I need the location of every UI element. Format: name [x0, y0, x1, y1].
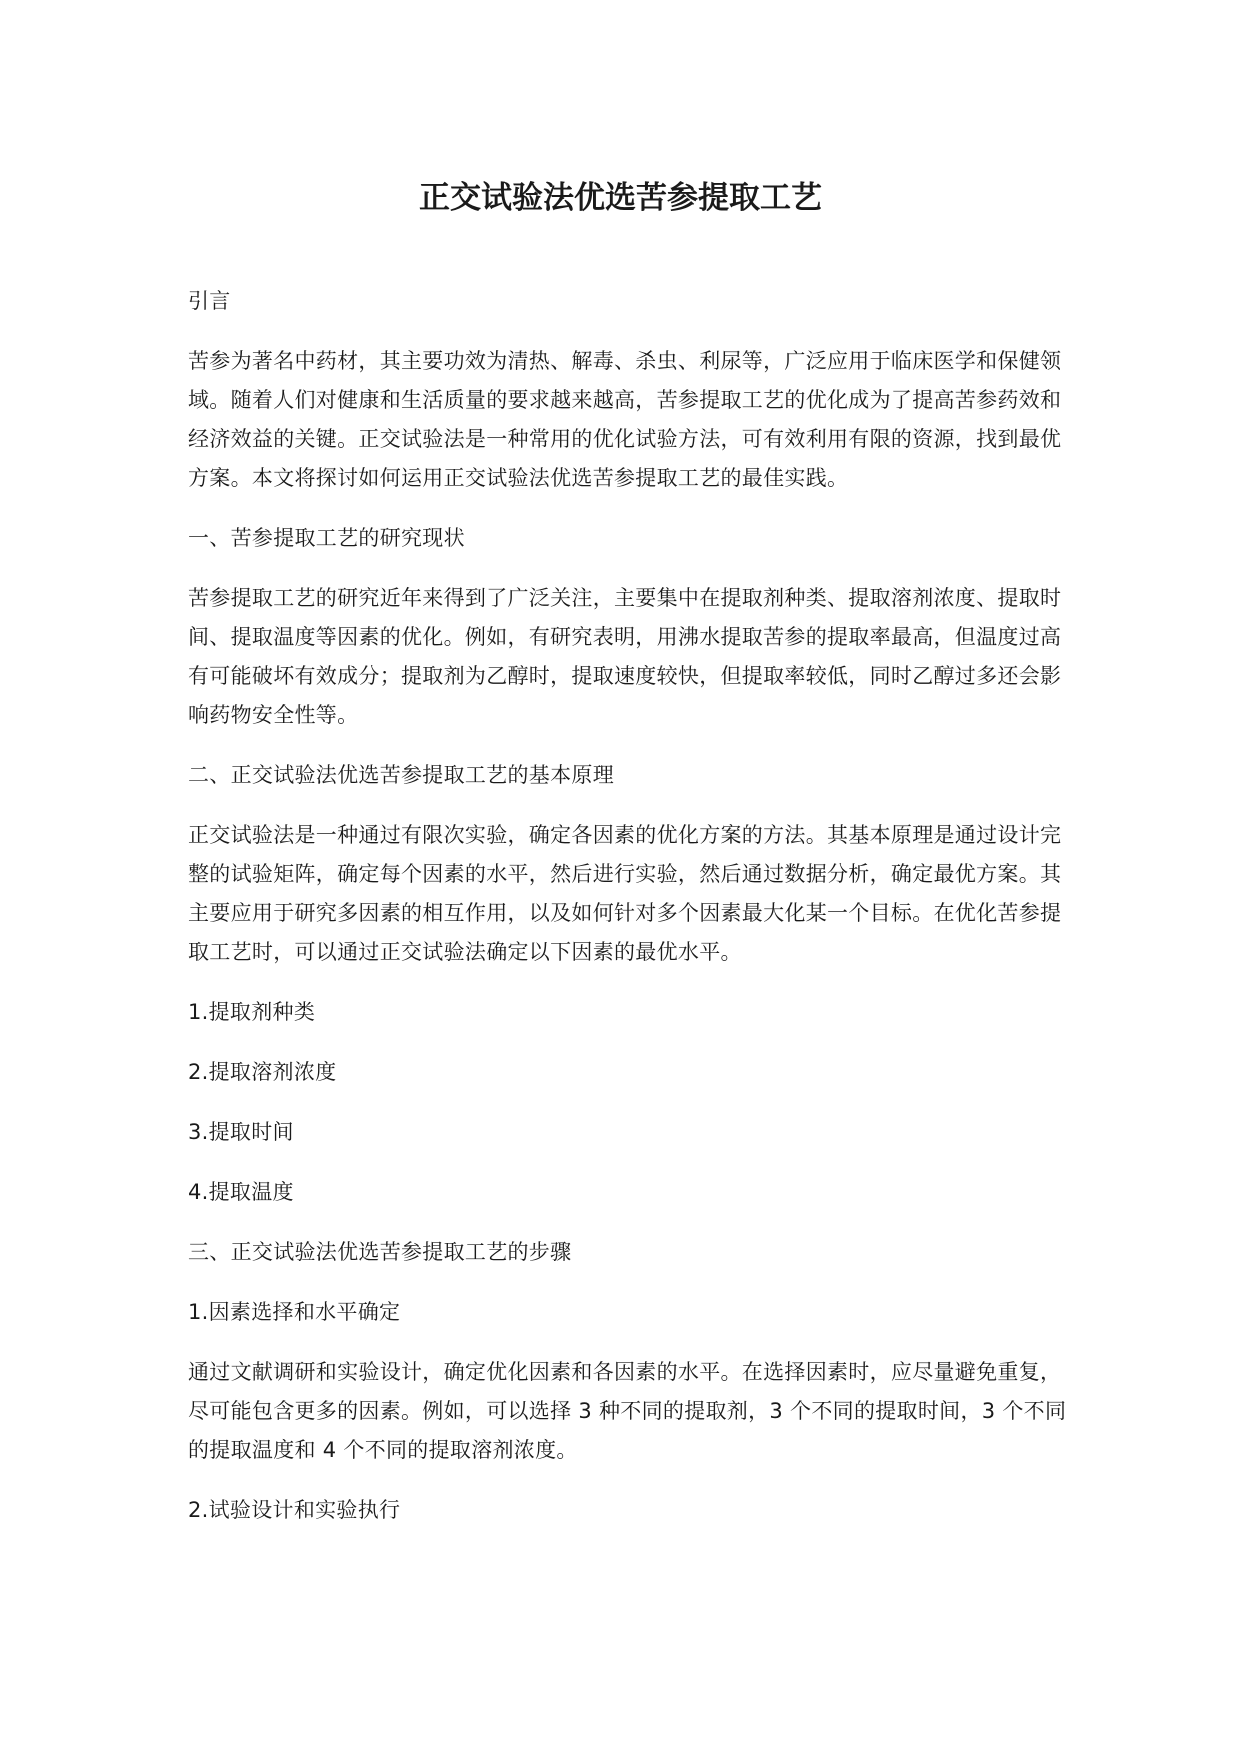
intro-paragraph: 苦参为著名中药材，其主要功效为清热、解毒、杀虫、利尿等，广泛应用于临床医学和保健领域。随着人们对健康和生活质量的要求越来越高，苦参提取工艺的优化成为了提高苦参药效和经济效益的关键。正交试验法是一种常用的优化试验方法，可有效利用有限的资源，找到最优方案。本文将探讨如何运用正交试验法优选苦参提取工艺的最佳实践。	[188, 349, 1062, 490]
factor-item-4: 4.提取温度	[188, 1180, 294, 1204]
section3-heading: 三、正交试验法优选苦参提取工艺的步骤	[188, 1240, 572, 1264]
section2-paragraph: 正交试验法是一种通过有限次实验，确定各因素的优化方案的方法。其基本原理是通过设计完整的试验矩阵，确定每个因素的水平，然后进行实验，然后通过数据分析，确定最优方案。其主要应用于研究多因素的相互作用，以及如何针对多个因素最大化某一个目标。在优化苦参提取工艺时，可以通过正交试验法确定以下因素的最优水平。	[188, 823, 1062, 964]
step1-paragraph: 通过文献调研和实验设计，确定优化因素和各因素的水平。在选择因素时，应尽量避免重复，尽可能包含更多的因素。例如，可以选择 3 种不同的提取剂，3 个不同的提取时间，3 个不同的提取温度和 4 个不同的提取溶剂浓度。	[188, 1360, 1067, 1462]
step2-heading: 2.试验设计和实验执行	[188, 1498, 401, 1522]
factor-item-3: 3.提取时间	[188, 1120, 294, 1144]
section1-paragraph: 苦参提取工艺的研究近年来得到了广泛关注，主要集中在提取剂种类、提取溶剂浓度、提取时间、提取温度等因素的优化。例如，有研究表明，用沸水提取苦参的提取率最高，但温度过高有可能破坏有效成分；提取剂为乙醇时，提取速度较快，但提取率较低，同时乙醇过多还会影响药物安全性等。	[188, 586, 1062, 727]
factor-item-1: 1.提取剂种类	[188, 1000, 316, 1024]
intro-heading: 引言	[188, 289, 231, 313]
section2-heading: 二、正交试验法优选苦参提取工艺的基本原理	[188, 763, 614, 787]
factor-item-2: 2.提取溶剂浓度	[188, 1060, 337, 1084]
document-body	[188, 282, 1068, 1551]
section1-heading: 一、苦参提取工艺的研究现状	[188, 526, 465, 550]
step1-heading: 1.因素选择和水平确定	[188, 1300, 401, 1324]
document-title: 正交试验法优选苦参提取工艺	[419, 180, 822, 216]
